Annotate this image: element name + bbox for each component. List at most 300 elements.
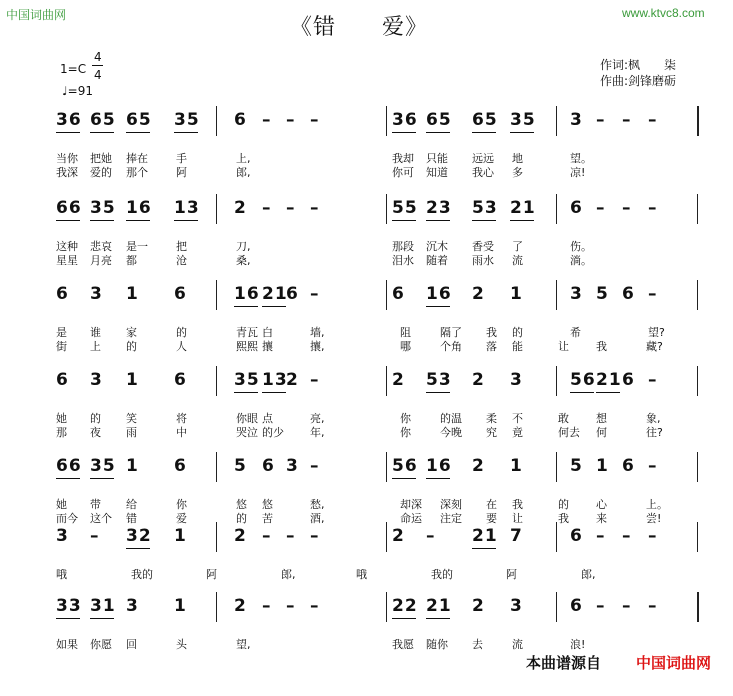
lyric-word: 的 bbox=[512, 326, 523, 339]
song-title: 《错 爱》 bbox=[290, 15, 429, 40]
lyric-word: 的 bbox=[558, 498, 569, 511]
note-beam bbox=[426, 392, 450, 393]
lyric-word: 随你 bbox=[426, 638, 448, 651]
note: 36 bbox=[56, 110, 82, 130]
note: 35 bbox=[174, 110, 200, 130]
lyric-word: 心 bbox=[596, 498, 607, 511]
lyric-word: 藏? bbox=[646, 340, 663, 353]
lyric-word: 远远 bbox=[472, 152, 494, 165]
note-beam bbox=[472, 548, 496, 549]
lyric-word: 望, bbox=[236, 638, 251, 651]
note: 2 bbox=[234, 198, 247, 218]
lyric-word: 我却 bbox=[392, 152, 414, 165]
note-beam bbox=[90, 618, 114, 619]
watermark-right: www.ktvc8.com bbox=[622, 6, 705, 20]
bar-line bbox=[216, 366, 217, 396]
lyric-word: 沧 bbox=[176, 254, 187, 267]
note-beam bbox=[570, 392, 594, 393]
note: 31 bbox=[90, 596, 116, 616]
note: 3 bbox=[90, 370, 103, 390]
note: 3 bbox=[510, 370, 523, 390]
bar-line bbox=[216, 592, 217, 622]
lyric-word: 酒, bbox=[310, 512, 325, 525]
lyric-word: 我的 bbox=[131, 568, 153, 581]
note: 33 bbox=[56, 596, 82, 616]
lyric-word: 月亮 bbox=[90, 254, 112, 267]
lyric-word: 往? bbox=[646, 426, 663, 439]
lyric-word: 泪水 bbox=[392, 254, 414, 267]
lyric-word: 而今 bbox=[56, 512, 78, 525]
lyric-word: 雨水 bbox=[472, 254, 494, 267]
note: 2 bbox=[234, 526, 247, 546]
lyric-word: 手 bbox=[176, 152, 187, 165]
lyric-word: 谁 bbox=[90, 326, 101, 339]
lyric-word: 象, bbox=[646, 412, 661, 425]
note: 35 bbox=[234, 370, 260, 390]
lyric-word: 那个 bbox=[126, 166, 148, 179]
note: 21 bbox=[510, 198, 536, 218]
note-beam bbox=[510, 132, 534, 133]
lyric-word: 敢 bbox=[558, 412, 569, 425]
lyric-word: 伤。 bbox=[570, 240, 592, 253]
note: – bbox=[310, 110, 320, 130]
lyric-word: 落 bbox=[486, 340, 497, 353]
lyric-word: 你可 bbox=[392, 166, 414, 179]
lyric-word: 街 bbox=[56, 340, 67, 353]
lyric-word: 知道 bbox=[426, 166, 448, 179]
note: 6 bbox=[622, 284, 635, 304]
note: 65 bbox=[426, 110, 452, 130]
note: 55 bbox=[392, 198, 418, 218]
note: – bbox=[262, 110, 272, 130]
note: – bbox=[262, 198, 272, 218]
lyric-word: 的少 bbox=[262, 426, 284, 439]
lyric-word: 注定 bbox=[440, 512, 462, 525]
note: 2 bbox=[472, 370, 485, 390]
lyric-word: 的温 bbox=[440, 412, 462, 425]
note: – bbox=[286, 198, 296, 218]
note: 1 bbox=[510, 284, 523, 304]
lyric-word: 给 bbox=[126, 498, 137, 511]
composer-credit: 作曲:剑锋磨砺 bbox=[600, 74, 677, 88]
lyric-word: 年, bbox=[310, 426, 325, 439]
lyric-word: 你 bbox=[400, 412, 411, 425]
note: 3 bbox=[570, 110, 583, 130]
lyric-word: 我深 bbox=[56, 166, 78, 179]
note: 6 bbox=[174, 370, 187, 390]
note-beam bbox=[262, 392, 286, 393]
note: – bbox=[286, 110, 296, 130]
lyric-word: 哦 bbox=[356, 568, 367, 581]
lyric-word: 却深 bbox=[400, 498, 422, 511]
lyric-word: 你 bbox=[176, 498, 187, 511]
lyric-word: 都 bbox=[126, 254, 137, 267]
lyric-word: 悲哀 bbox=[90, 240, 112, 253]
score-row bbox=[0, 198, 733, 298]
score-row bbox=[0, 370, 733, 470]
score-row bbox=[0, 596, 733, 696]
note: – bbox=[310, 284, 320, 304]
lyric-word: 隔了 bbox=[440, 326, 462, 339]
lyric-word: 流 bbox=[512, 254, 523, 267]
note: – bbox=[648, 370, 658, 390]
time-signature-top: 4 bbox=[94, 50, 102, 64]
note-beam bbox=[472, 220, 496, 221]
lyric-word: 我愿 bbox=[392, 638, 414, 651]
source-site: 中国词曲网 bbox=[636, 654, 712, 672]
note: 5 bbox=[570, 456, 583, 476]
note: 6 bbox=[622, 370, 635, 390]
lyric-word: 哭泣 bbox=[236, 426, 258, 439]
lyric-word: 我 bbox=[486, 326, 497, 339]
lyric-word: 希 bbox=[570, 326, 581, 339]
lyric-word: 郎, bbox=[581, 568, 596, 581]
lyric-word: 你愿 bbox=[90, 638, 112, 651]
lyric-word: 望。 bbox=[570, 152, 592, 165]
lyric-word: 我 bbox=[512, 498, 523, 511]
lyric-word: 把她 bbox=[90, 152, 112, 165]
note-beam bbox=[90, 132, 114, 133]
bar-line bbox=[556, 280, 557, 310]
note-beam bbox=[426, 478, 450, 479]
note: 56 bbox=[392, 456, 418, 476]
note-beam bbox=[90, 478, 114, 479]
lyric-word: 想 bbox=[596, 412, 607, 425]
note: 2 bbox=[472, 456, 485, 476]
note: 53 bbox=[472, 198, 498, 218]
lyric-word: 究 bbox=[486, 426, 497, 439]
bar-line bbox=[556, 366, 557, 396]
note: 65 bbox=[126, 110, 152, 130]
note: 21 bbox=[426, 596, 452, 616]
bar-line bbox=[697, 366, 698, 396]
lyric-word: 郎, bbox=[281, 568, 296, 581]
lyric-word: 是 bbox=[56, 326, 67, 339]
note: 35 bbox=[510, 110, 536, 130]
lyric-word: 淌。 bbox=[570, 254, 592, 267]
lyric-word: 笑 bbox=[126, 412, 137, 425]
note-beam bbox=[56, 220, 80, 221]
note-beam bbox=[174, 132, 198, 133]
note: 1 bbox=[510, 456, 523, 476]
note: 66 bbox=[56, 198, 82, 218]
note: – bbox=[90, 526, 100, 546]
lyric-word: 我 bbox=[558, 512, 569, 525]
note: – bbox=[426, 526, 436, 546]
lyric-word: 阿 bbox=[506, 568, 517, 581]
note: 16 bbox=[234, 284, 260, 304]
note: 6 bbox=[262, 456, 275, 476]
key-signature: 1=C bbox=[60, 62, 87, 76]
note: 3 bbox=[90, 284, 103, 304]
lyric-word: 青瓦 bbox=[236, 326, 258, 339]
note: – bbox=[648, 526, 658, 546]
lyric-word: 不 bbox=[512, 412, 523, 425]
note: 6 bbox=[570, 198, 583, 218]
lyric-word: 深刻 bbox=[440, 498, 462, 511]
note-beam bbox=[56, 132, 80, 133]
lyric-word: 星星 bbox=[56, 254, 78, 267]
note: 3 bbox=[56, 526, 69, 546]
bar-line bbox=[697, 452, 698, 482]
note: – bbox=[310, 526, 320, 546]
note: – bbox=[622, 526, 632, 546]
bar-line bbox=[556, 194, 557, 224]
bar-line bbox=[697, 280, 698, 310]
note: 16 bbox=[426, 284, 452, 304]
bar-line bbox=[697, 522, 698, 552]
note: 35 bbox=[90, 198, 116, 218]
lyric-word: 让 bbox=[512, 512, 523, 525]
note: – bbox=[262, 596, 272, 616]
note: 16 bbox=[126, 198, 152, 218]
note-beam bbox=[56, 618, 80, 619]
note: 3 bbox=[126, 596, 139, 616]
note: – bbox=[648, 110, 658, 130]
lyric-word: 亮, bbox=[310, 412, 325, 425]
note: – bbox=[622, 110, 632, 130]
note: 66 bbox=[56, 456, 82, 476]
note: – bbox=[310, 198, 320, 218]
lyric-word: 尝! bbox=[646, 512, 662, 525]
lyric-word: 能 bbox=[512, 340, 523, 353]
source-label: 本曲谱源自 bbox=[526, 654, 602, 672]
lyric-word: 我心 bbox=[472, 166, 494, 179]
bar-line bbox=[216, 522, 217, 552]
note: 5 bbox=[234, 456, 247, 476]
note: 6 bbox=[234, 110, 247, 130]
lyric-word: 何 bbox=[596, 426, 607, 439]
note: 2 bbox=[286, 370, 299, 390]
note: 1 bbox=[126, 370, 139, 390]
lyric-word: 来 bbox=[596, 512, 607, 525]
bar-line bbox=[216, 452, 217, 482]
note: – bbox=[596, 526, 606, 546]
note: 7 bbox=[510, 526, 523, 546]
note-beam bbox=[596, 392, 620, 393]
note: 21 bbox=[472, 526, 498, 546]
lyric-word: 郎, bbox=[236, 166, 251, 179]
note-beam bbox=[392, 478, 416, 479]
lyric-word: 愁, bbox=[310, 498, 325, 511]
note: 2 bbox=[472, 284, 485, 304]
lyric-word: 上。 bbox=[646, 498, 668, 511]
note: – bbox=[648, 198, 658, 218]
lyricist-credit: 作词:枫 柒 bbox=[600, 58, 677, 72]
note: 56 bbox=[570, 370, 596, 390]
lyric-word: 那段 bbox=[392, 240, 414, 253]
lyric-word: 熙熙 bbox=[236, 340, 258, 353]
note-beam bbox=[234, 306, 258, 307]
note: 21 bbox=[596, 370, 622, 390]
note: – bbox=[310, 370, 320, 390]
bar-line bbox=[556, 522, 557, 552]
note: 6 bbox=[286, 284, 299, 304]
lyric-word: 的 bbox=[90, 412, 101, 425]
note: 3 bbox=[570, 284, 583, 304]
watermark-left: 中国词曲网 bbox=[6, 8, 67, 22]
note: 6 bbox=[56, 370, 69, 390]
bar-line bbox=[386, 106, 387, 136]
time-signature-bottom: 4 bbox=[94, 68, 102, 82]
lyric-word: 你眼 bbox=[236, 412, 258, 425]
lyric-word: 哦 bbox=[56, 568, 67, 581]
lyric-word: 苦 bbox=[262, 512, 273, 525]
note: 32 bbox=[126, 526, 152, 546]
note: 1 bbox=[174, 596, 187, 616]
lyric-word: 流 bbox=[512, 638, 523, 651]
lyric-word: 这个 bbox=[90, 512, 112, 525]
lyric-word: 是一 bbox=[126, 240, 148, 253]
tempo-marking: ♩=91 bbox=[62, 84, 93, 98]
bar-line bbox=[556, 592, 557, 622]
lyric-word: 把 bbox=[176, 240, 187, 253]
note-beam bbox=[126, 548, 150, 549]
note: 6 bbox=[622, 456, 635, 476]
note: 53 bbox=[426, 370, 452, 390]
lyric-word: 当你 bbox=[56, 152, 78, 165]
note-beam bbox=[262, 306, 286, 307]
score-row bbox=[0, 284, 733, 384]
note: 6 bbox=[392, 284, 405, 304]
lyric-word: 多 bbox=[512, 166, 523, 179]
lyric-word: 去 bbox=[472, 638, 483, 651]
lyric-word: 你 bbox=[400, 426, 411, 439]
bar-line bbox=[556, 106, 557, 136]
lyric-word: 凉! bbox=[570, 166, 586, 179]
lyric-word: 让 bbox=[558, 340, 569, 353]
note: 2 bbox=[392, 526, 405, 546]
note: – bbox=[596, 596, 606, 616]
note: – bbox=[596, 198, 606, 218]
note: 6 bbox=[570, 526, 583, 546]
note: – bbox=[310, 456, 320, 476]
lyric-word: 望? bbox=[648, 326, 665, 339]
lyric-word: 竟 bbox=[512, 426, 523, 439]
lyric-word: 上 bbox=[90, 340, 101, 353]
note: 2 bbox=[472, 596, 485, 616]
note: 6 bbox=[174, 284, 187, 304]
score-row bbox=[0, 110, 733, 210]
note-beam bbox=[426, 220, 450, 221]
note: 1 bbox=[174, 526, 187, 546]
note: – bbox=[596, 110, 606, 130]
lyric-word: 沉木 bbox=[426, 240, 448, 253]
note-beam bbox=[392, 220, 416, 221]
note-beam bbox=[126, 220, 150, 221]
bar-line bbox=[386, 194, 387, 224]
note: 21 bbox=[262, 284, 288, 304]
bar-line bbox=[216, 106, 217, 136]
note: 6 bbox=[56, 284, 69, 304]
lyric-word: 头 bbox=[176, 638, 187, 651]
note: 65 bbox=[90, 110, 116, 130]
note: – bbox=[648, 596, 658, 616]
bar-line bbox=[386, 522, 387, 552]
lyric-word: 只能 bbox=[426, 152, 448, 165]
bar-line bbox=[216, 280, 217, 310]
lyric-word: 香受 bbox=[472, 240, 494, 253]
lyric-word: 哪 bbox=[400, 340, 411, 353]
lyric-word: 错 bbox=[126, 512, 137, 525]
lyric-word: 命运 bbox=[400, 512, 422, 525]
lyric-word: 我的 bbox=[431, 568, 453, 581]
lyric-word: 要 bbox=[486, 512, 497, 525]
note: 6 bbox=[174, 456, 187, 476]
note: 1 bbox=[126, 456, 139, 476]
time-signature-line bbox=[92, 65, 103, 66]
lyric-word: 爱 bbox=[176, 512, 187, 525]
note: 6 bbox=[570, 596, 583, 616]
note-beam bbox=[174, 220, 198, 221]
note-beam bbox=[472, 132, 496, 133]
note-beam bbox=[126, 132, 150, 133]
lyric-word: 的 bbox=[126, 340, 137, 353]
lyric-word: 爱的 bbox=[90, 166, 112, 179]
note-beam bbox=[426, 132, 450, 133]
lyric-word: 回 bbox=[126, 638, 137, 651]
note: – bbox=[286, 596, 296, 616]
note: 13 bbox=[262, 370, 288, 390]
lyric-word: 了 bbox=[512, 240, 523, 253]
note: 16 bbox=[426, 456, 452, 476]
note: 3 bbox=[510, 596, 523, 616]
lyric-word: 悠 bbox=[236, 498, 247, 511]
bar-line bbox=[386, 366, 387, 396]
bar-line bbox=[697, 194, 698, 224]
note-beam bbox=[234, 392, 258, 393]
note: 2 bbox=[234, 596, 247, 616]
note: 2 bbox=[392, 370, 405, 390]
note: – bbox=[286, 526, 296, 546]
lyric-word: 随着 bbox=[426, 254, 448, 267]
note: – bbox=[310, 596, 320, 616]
bar-line bbox=[697, 592, 699, 622]
lyric-word: 家 bbox=[126, 326, 137, 339]
note: 5 bbox=[596, 284, 609, 304]
note: 1 bbox=[126, 284, 139, 304]
lyric-word: 带 bbox=[90, 498, 101, 511]
lyric-word: 柔 bbox=[486, 412, 497, 425]
bar-line bbox=[386, 280, 387, 310]
lyric-word: 地 bbox=[512, 152, 523, 165]
lyric-word: 桑, bbox=[236, 254, 251, 267]
note: 13 bbox=[174, 198, 200, 218]
lyric-word: 雨 bbox=[126, 426, 137, 439]
lyric-word: 她 bbox=[56, 498, 67, 511]
lyric-word: 墙, bbox=[310, 326, 325, 339]
note-beam bbox=[56, 478, 80, 479]
lyric-word: 今晚 bbox=[440, 426, 462, 439]
lyric-word: 将 bbox=[176, 412, 187, 425]
bar-line bbox=[556, 452, 557, 482]
lyric-word: 在 bbox=[486, 498, 497, 511]
note: 1 bbox=[596, 456, 609, 476]
lyric-word: 攘, bbox=[310, 340, 325, 353]
note: 3 bbox=[286, 456, 299, 476]
bar-line bbox=[697, 106, 699, 136]
note-beam bbox=[426, 306, 450, 307]
lyric-word: 我 bbox=[596, 340, 607, 353]
lyric-word: 攘 bbox=[262, 340, 273, 353]
lyric-word: 点 bbox=[262, 412, 273, 425]
note: 35 bbox=[90, 456, 116, 476]
lyric-word: 这种 bbox=[56, 240, 78, 253]
lyric-word: 悠 bbox=[262, 498, 273, 511]
note: 36 bbox=[392, 110, 418, 130]
note: 23 bbox=[426, 198, 452, 218]
note: – bbox=[262, 526, 272, 546]
